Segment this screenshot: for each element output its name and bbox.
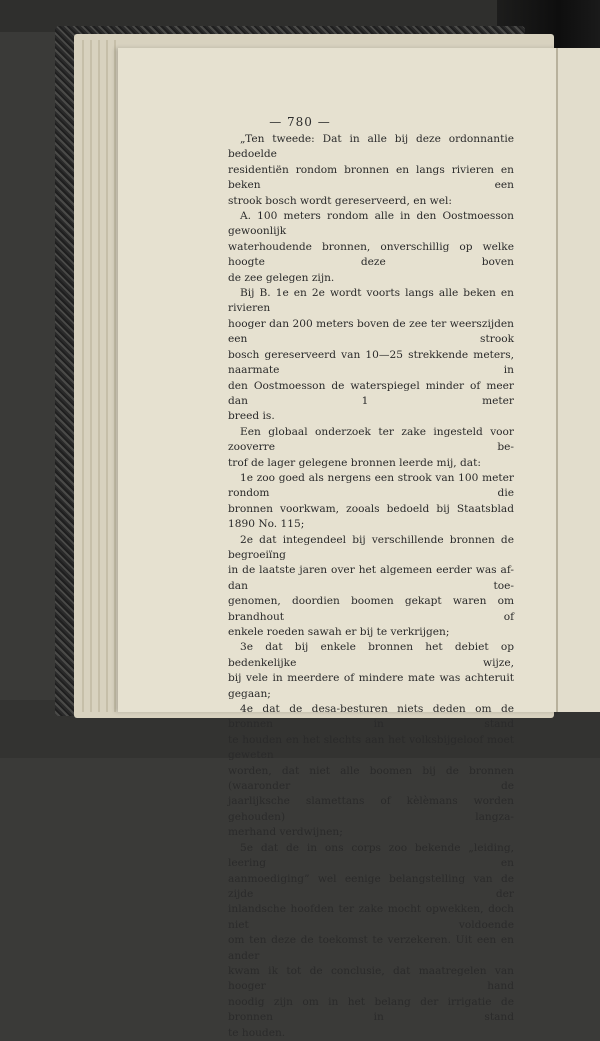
text-line: bij vele in meerdere of mindere mate was achteruit gegaan; [228,672,514,700]
text-line: residentiën rondom bronnen en langs rivieren en beken een [228,163,514,192]
text-line: 1e zoo goed als nergens een strook van 100 meter rondom die [228,471,514,500]
text-line: „Ten tweede: Dat in alle bij deze ordonnantie bedoelde [228,133,514,161]
text-line: om ten deze de toekomst te verzekeren. Uit een en ander [228,934,514,962]
text-line: strook bosch wordt gereserveerd, en wel: [228,194,452,207]
text-line: bosch gereserveerd van 10—25 strekkende meters, naarmate in [228,348,514,377]
next-page-edge [556,48,600,712]
text-line: 4e dat de desa-besturen niets deden om de bronnen in stand [228,703,514,731]
text-line: in de laatste jaren over het algemeen eerder was af- dan toe- [228,564,514,592]
text-line: merhand verdwijnen; [228,826,343,839]
text-line: te houden. [228,1026,286,1039]
text-line: aanmoediging” wel eenige belangstelling van de zijde der [228,872,514,900]
text-line: Een globaal onderzoek ter zake ingesteld voor zooverre be- [228,425,514,454]
text-line: 3e dat bij enkele bronnen het debiet op bedenkelijke wijze, [228,641,514,669]
text-line: kwam ik tot de conclusie, dat maatregelen van hooger hand [228,964,514,993]
text-line: Bij B. 1e en 2e wordt voorts langs alle beken en rivieren [228,287,514,315]
text-line: inlandsche hoofden ter zake mocht opwekken, doch niet voldoende [228,903,514,931]
text-line: breed is. [228,410,275,423]
text-line: A. 100 meters rondom alle in den Oostmoesson gewoonlijk [228,210,514,238]
text-line: te houden en het slechts aan het volksbijgeloof moet geweten [228,733,514,762]
text-line: worden, dat niet alle boomen bij de bronnen (waaronder de [228,764,514,793]
text-line: hooger dan 200 meters boven de zee ter weerszijden een strook [228,317,514,346]
text-line: trof de lager gelegene bronnen leerde mij, dat: [228,456,481,469]
text-line: bronnen voorkwam, zooals bedoeld bij Staatsblad 1890 No. 115; [228,502,514,531]
text-line: genomen, doordien boomen gekapt waren om brandhout of [228,595,514,623]
text-line: noodig zijn om in het belang der irrigatie de bronnen in stand [228,995,514,1024]
text-line: den Oostmoesson de waterspiegel minder of meer dan 1 meter [228,379,514,407]
page-text [228,132,514,1041]
text-line: de zee gelegen zijn. [228,271,335,284]
text-line: jaarlijksche slamettans of kèlèmans worden gehouden) langza- [228,795,514,823]
text-line: waterhoudende bronnen, onverschillig op welke hoogte deze boven [228,240,514,269]
text-line: 5e dat de in ons corps zoo bekende „leiding, leering en [228,841,514,870]
text-line: 2e dat integendeel bij verschillende bronnen de begroeiïng [228,533,514,561]
page-number: — 780 — [269,115,331,129]
text-line: enkele roeden sawah er bij te verkrijgen; [228,626,450,638]
